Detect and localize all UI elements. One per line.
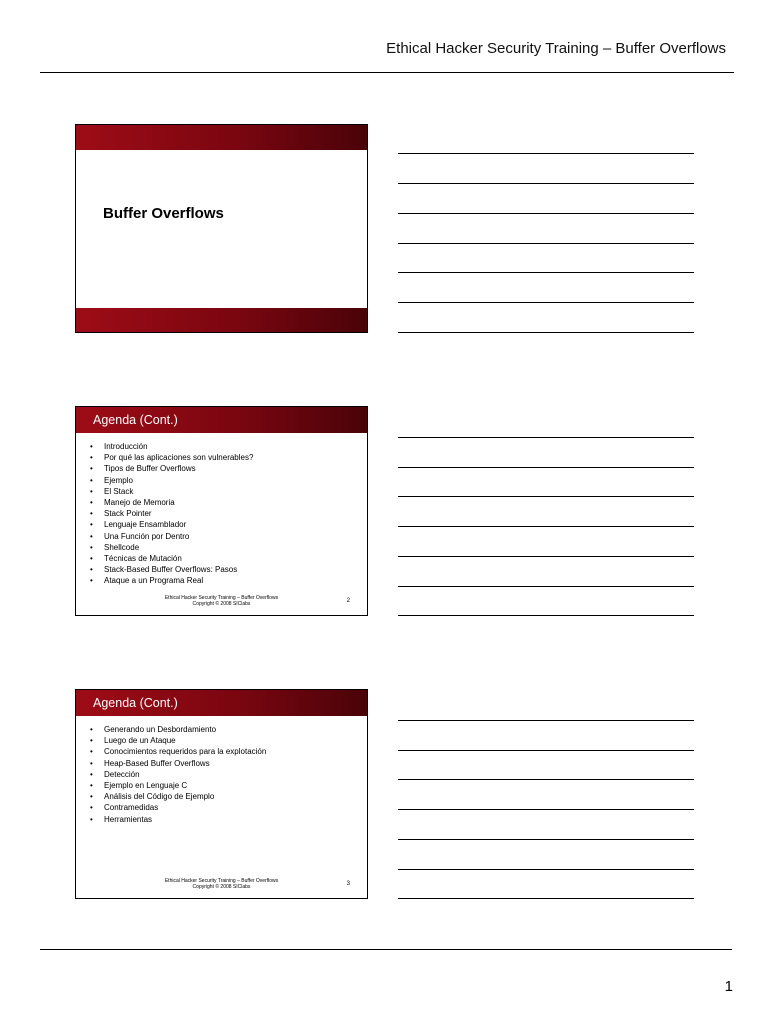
footer-rule	[40, 949, 732, 950]
note-line	[398, 272, 694, 273]
note-line	[398, 779, 694, 780]
slide-2-number: 2	[346, 598, 350, 604]
note-line	[398, 437, 694, 438]
slide-3-thumbnail	[75, 689, 368, 899]
list-item: • Luego de un Ataque	[90, 735, 367, 746]
list-item: • Tipos de Buffer Overflows	[90, 463, 367, 474]
slide-2-heading: Agenda (Cont.)	[76, 407, 367, 433]
slide-footer-title: Ethical Hacker Security Training – Buffer Overflows	[164, 595, 279, 601]
note-line	[398, 467, 694, 468]
note-line	[398, 869, 694, 870]
slide-1-bottom-band	[76, 308, 367, 332]
note-line	[398, 586, 694, 587]
slide-2-bullet-list	[76, 441, 367, 587]
note-line	[398, 526, 694, 527]
slide-3-number: 3	[346, 881, 350, 887]
slide-3-bullet-list	[76, 724, 367, 825]
note-line	[398, 183, 694, 184]
slide-2-thumbnail	[75, 406, 368, 616]
slide-2-footer	[76, 595, 367, 607]
note-line	[398, 809, 694, 810]
list-item: • Técnicas de Mutación	[90, 553, 367, 564]
list-item: • Generando un Desbordamiento	[90, 724, 367, 735]
slide-3-footer	[76, 878, 367, 890]
note-line	[398, 332, 694, 333]
list-item: • Shellcode	[90, 542, 367, 553]
notes-lines-slide-3	[398, 720, 694, 900]
list-item: • Manejo de Memoria	[90, 497, 367, 508]
note-line	[398, 496, 694, 497]
list-item: • Lenguaje Ensamblador	[90, 519, 367, 530]
slide-1-thumbnail	[75, 124, 368, 333]
header-rule	[40, 72, 734, 73]
page-number: 1	[724, 978, 733, 995]
list-item: • Ejemplo	[90, 475, 367, 486]
notes-lines-slide-2	[398, 437, 694, 617]
note-line	[398, 615, 694, 616]
list-item: • Análisis del Código de Ejemplo	[90, 791, 367, 802]
list-item: • Por qué las aplicaciones son vulnerables?	[90, 452, 367, 463]
note-line	[398, 556, 694, 557]
slide-1-top-band	[76, 125, 367, 150]
notes-lines-slide-1	[398, 153, 694, 333]
note-line	[398, 750, 694, 751]
note-line	[398, 898, 694, 899]
note-line	[398, 153, 694, 154]
slide-footer-copyright: Copyright © 2008 SIClabs	[192, 884, 251, 890]
slide-3-heading: Agenda (Cont.)	[76, 690, 367, 716]
note-line	[398, 243, 694, 244]
list-item: • Introducción	[90, 441, 367, 452]
list-item: • Ataque a un Programa Real	[90, 575, 367, 586]
list-item: • Detección	[90, 769, 367, 780]
list-item: • Stack-Based Buffer Overflows: Pasos	[90, 564, 367, 575]
list-item: • Una Función por Dentro	[90, 531, 367, 542]
list-item: • Conocimientos requeridos para la explotación	[90, 746, 367, 757]
list-item: • El Stack	[90, 486, 367, 497]
slide-footer-title: Ethical Hacker Security Training – Buffer Overflows	[164, 878, 279, 884]
note-line	[398, 302, 694, 303]
note-line	[398, 720, 694, 721]
note-line	[398, 839, 694, 840]
list-item: • Herramientas	[90, 814, 367, 825]
list-item: • Ejemplo en Lenguaje C	[90, 780, 367, 791]
list-item: • Stack Pointer	[90, 508, 367, 519]
document-header-title: Ethical Hacker Security Training – Buffer Overflows	[386, 40, 726, 57]
slide-footer-copyright: Copyright © 2008 SIClabs	[192, 601, 251, 607]
slide-1-title: Buffer Overflows	[103, 205, 224, 222]
note-line	[398, 213, 694, 214]
list-item: • Contramedidas	[90, 802, 367, 813]
list-item: • Heap-Based Buffer Overflows	[90, 758, 367, 769]
